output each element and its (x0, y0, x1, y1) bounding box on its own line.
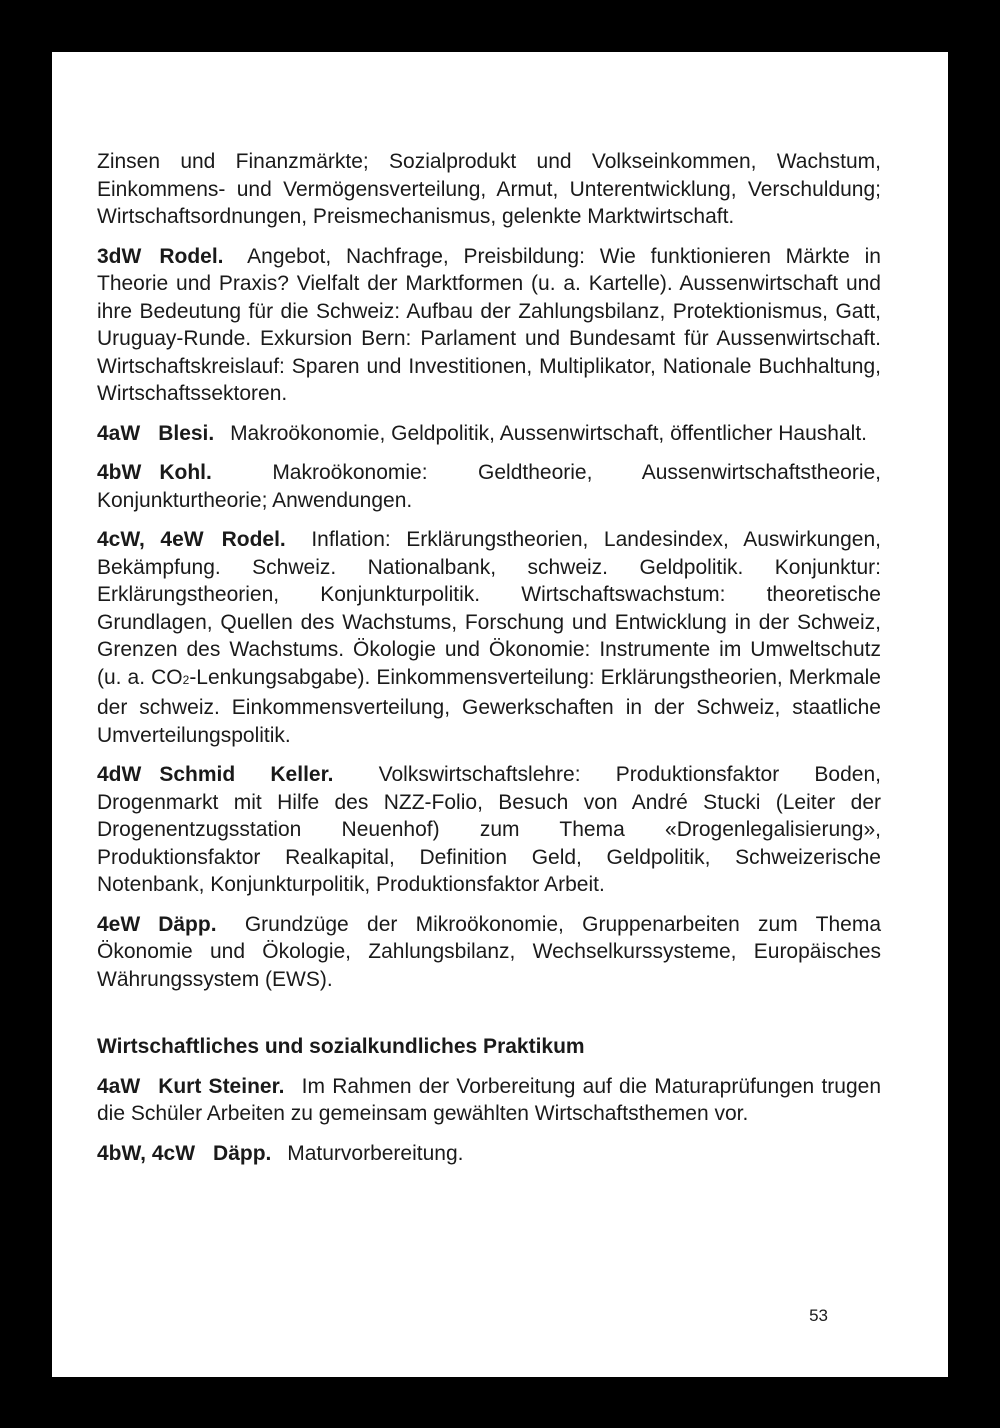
class-code: 4cW, 4eW (97, 528, 204, 551)
entry-text: Volkswirtschaftslehre: Produktionsfaktor Boden, Drogenmarkt mit Hilfe des NZZ-Folio, Besuch von André Stucki (Leiter der Drogenentzugsstation Neuenhof) zum Thema «Drogenlegalisierung», Produktionsfaktor Realkapital, Definition Geld, Geldpolitik, Schweizerische Notenbank, Konjunkturpolitik, Produktionsfaktor Arbeit. (97, 763, 881, 896)
teacher-name: Blesi. (158, 421, 215, 445)
page-number: 53 (809, 1306, 828, 1325)
section-heading: Wirtschaftliches und sozialkundliches Praktikum (97, 1035, 585, 1058)
entry-text: Makroökonomie, Geldpolitik, Aussenwirtschaft, öffentlicher Haushalt. (230, 421, 867, 445)
teacher-name: Rodel. (221, 528, 286, 551)
entry-text: Makroökonomie: Geldtheorie, Aussenwirtschaftstheorie, Konjunkturtheorie; Anwendungen. (97, 461, 882, 512)
entry-4dw (97, 761, 881, 899)
document-page (52, 52, 948, 1377)
teacher-name: Däpp. (158, 912, 217, 936)
entry-4aw (97, 420, 881, 448)
class-code: 4bW (97, 461, 142, 484)
entry-text-continued: -Lenkungsabgabe). Einkommensverteilung: Erklärungstheorien, Merkmale der schweiz. Einkommensverteilung, Gewerkschaften in der Schweiz, staatliche Umverteilungspolitik. (97, 665, 881, 747)
teacher-name: Schmid Keller. (159, 763, 334, 786)
class-code: 4bW, 4cW (97, 1141, 196, 1165)
entry-3dw (97, 243, 881, 408)
class-code: 3dW (97, 244, 142, 268)
entry-text: Im Rahmen der Vorbereitung auf die Maturaprüfungen trugen die Schüler Arbeiten zu gemeinsam gewählten Wirtschaftsthemen vor. (97, 1074, 881, 1125)
teacher-name: Däpp. (213, 1141, 272, 1165)
entry-4cw-4ew (97, 526, 881, 749)
teacher-name: Kurt Steiner. (158, 1074, 285, 1098)
entry-text: Inflation: Erklärungstheorien, Landesindex, Auswirkungen, Bekämpfung. Schweiz. Nationalbank, schweiz. Geldpolitik. Konjunktur: Erklärungstheorien, Konjunkturpolitik. Wirtschaftswachstum: theoretische Grundlagen, Quellen des Wachstums, Forschung und Entwicklung in der Schweiz, Grenzen des Wachstums. Ökologie und Ökonomie: Instrumente im Umweltschutz (u. a. CO (97, 528, 881, 689)
praktikum-entry-4aw (97, 1073, 881, 1128)
class-code: 4aW (97, 1074, 141, 1098)
teacher-name: Kohl. (159, 461, 212, 484)
intro-paragraph: Zinsen und Finanzmärkte; Sozialprodukt und Volkseinkommen, Wachstum, Einkommens- und Vermögensverteilung, Armut, Unterentwicklung, Verschuldung; Wirtschaftsordnungen, Preismechanismus, gelenkte Marktwirtschaft. (97, 150, 881, 228)
entry-text: Angebot, Nachfrage, Preisbildung: Wie funktionieren Märkte in Theorie und Praxis? Vielfalt der Marktformen (u. a. Kartelle). Aussenwirtschaft und ihre Bedeutung für die Schweiz: Aufbau der Zahlungsbilanz, Protektionismus, Gatt, Uruguay-Runde. Exkursion Bern: Parlament und Bundesamt für Aussenwirtschaft. Wirtschaftskreislauf: Sparen und Investitionen, Multiplikator, Nationale Buchhaltung, Wirtschaftssektoren. (97, 244, 881, 405)
praktikum-entry-4bw-4cw (97, 1140, 881, 1168)
entry-4bw (97, 459, 881, 514)
class-code: 4eW (97, 912, 141, 936)
class-code: 4dW (97, 763, 142, 786)
entry-text: Grundzüge der Mikroökonomie, Gruppenarbeiten zum Thema Ökonomie und Ökologie, Zahlungsbilanz, Wechselkurssysteme, Europäisches Währungssystem (EWS). (97, 912, 881, 991)
entry-text: Maturvorbereitung. (287, 1141, 464, 1165)
page-body (97, 148, 881, 1179)
teacher-name: Rodel. (159, 244, 224, 268)
entry-4ew (97, 911, 881, 994)
class-code: 4aW (97, 421, 141, 445)
co2-subscript: 2 (182, 672, 190, 687)
